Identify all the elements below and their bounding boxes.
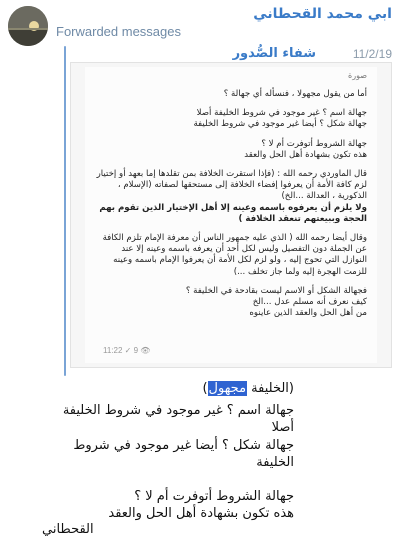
photo-paragraph: ولا يلزم أن يعرفوه باسمه وعينه إلا أهل الإختيار الذين تقوم بهم الحجة وببيعتهم تنعقد الخلافة ) [99, 202, 367, 224]
photo-paragraph: وقال أيضا رحمه الله ( الذي عليه جمهور الناس أن معرفة الإمام تلزم الكافة عن الجملة دون التفصيل وليس لكل أحد أن يعرفه باسمه وعينه إلا عند النوازل التي تحوج إليه ، ولو لزم لكل الأمة أن يعرفوا الإمام باسمه وعينه للزمت الهجرة إليه ولما جاز تخلف ...) [102, 233, 367, 277]
message-text[interactable] [44, 380, 294, 539]
message-line: جهالة شكل ؟ أيضا غير موجود في شروط الخليفة [73, 437, 294, 470]
forward-quote-bar [64, 46, 66, 376]
message-line: جهالة اسم ؟ غير موجود في شروط الخليفة أصلا [62, 402, 294, 435]
message-line: جهالة الشروط أتوفرت أم لا ؟ [134, 488, 294, 504]
photo-meta: 11:22 ✓ 9 👁 [103, 346, 151, 355]
photo-paragraph: فجهالة الشكل أو الاسم ليست بقادحة في الخليفة ؟ كيف نعرف أنه مسلم عدل ...الخ من أهل الحل والعقد الذين عاينوه [185, 285, 367, 319]
message-line: هذه تكون بشهادة أهل الحل والعقد [108, 506, 294, 521]
message-title [44, 380, 294, 398]
photo-caption: صورة [348, 71, 367, 80]
forwarded-photo[interactable] [70, 62, 392, 368]
landscape-avatar-icon [8, 6, 48, 46]
forwarded-from-name[interactable]: شفاء الصُّدور [232, 46, 316, 61]
title-prefix: (الخليفة [247, 381, 294, 396]
photo-paragraph: أما من يقول مجهولا ، فنسأله أي جهالة ؟ [223, 89, 367, 99]
sender-name[interactable]: ابي محمد القحطاني [253, 6, 392, 22]
forwarded-label: Forwarded messages [56, 24, 181, 39]
photo-text [95, 89, 367, 327]
avatar[interactable] [8, 6, 48, 46]
signature: القحطاني [42, 522, 94, 537]
photo-paragraph: جهالة اسم ؟ غير موجود في شروط الخليفة أصلا جهالة شكل ؟ أيضا غير موجود في شروط الخليفة [193, 108, 367, 130]
title-suffix: ) [202, 381, 208, 396]
photo-page [85, 67, 377, 363]
photo-paragraph: قال الماوردي رحمه الله : (فإذا استقرت الخلافة بمن تقلدها إما بعهد أو إختيار لزم كافة الأمة أن يعرفوا إفضاء الخلافة إلى مستحقها لصفاته (الإسلام ، الذكورية ، العدالة ...الخ) [96, 169, 367, 202]
selected-word[interactable]: مجهول [208, 381, 247, 396]
forwarded-date: 11/2/19 [352, 47, 392, 61]
photo-paragraph: جهالة الشروط أتوفرت أم لا ؟ هذه تكون بشهادة أهل الحل والعقد [244, 138, 367, 160]
